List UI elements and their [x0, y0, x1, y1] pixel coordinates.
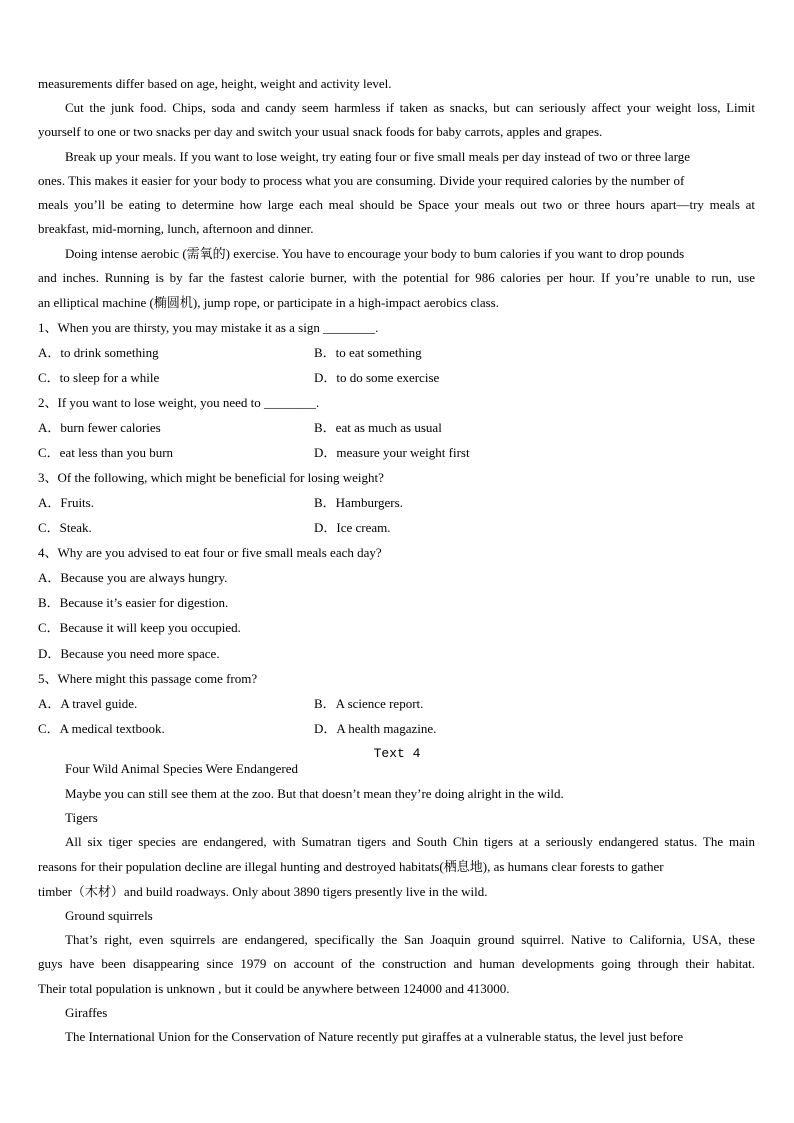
text-line: The International Union for the Conservation of Nature recently put giraffes at a vulnerable status, the level just before: [65, 1029, 684, 1044]
question-stem: 2、If you want to lose weight, you need to ________.: [38, 395, 320, 410]
text-line: All six tiger species are endangered, with Sumatran tigers and South Chin tigers at a seriously endangered status. The main: [65, 834, 755, 849]
text-line: timber（木材）and build roadways. Only about 3890 tigers presently live in the wild.: [38, 884, 488, 899]
option: C．Because it will keep you occupied.: [38, 620, 241, 635]
passage-line: Cut the junk food. Chips, soda and candy seem harmless if taken as snacks, but can seriously affect your weight loss, Limit: [65, 100, 755, 115]
option: A．burn fewer calories: [38, 420, 161, 435]
option: C．Steak.: [38, 520, 92, 535]
passage-line: yourself to one or two snacks per day and switch your usual snack foods for baby carrots, apples and grapes.: [38, 124, 603, 139]
option: C．A medical textbook.: [38, 721, 165, 736]
option: C．eat less than you burn: [38, 445, 174, 460]
question-stem: 4、Why are you advised to eat four or five small meals each day?: [38, 545, 382, 560]
option: B．Because it’s easier for digestion.: [38, 595, 229, 610]
subheading: Giraffes: [65, 1005, 108, 1020]
passage-line: and inches. Running is by far the fastest calorie burner, with the potential for 986 calories per hour. If you’re unable to run, use: [38, 270, 755, 285]
option: D．measure your weight first: [314, 445, 470, 460]
passage-line: Doing intense aerobic (需氧的) exercise. You have to encourage your body to bum calories if you want to drop pounds: [65, 246, 685, 261]
question-stem: 5、Where might this passage come from?: [38, 671, 258, 686]
passage-line: Break up your meals. If you want to lose weight, try eating four or five small meals per day instead of two or three large: [65, 149, 691, 164]
option: A．A travel guide.: [38, 696, 138, 711]
article-title: Four Wild Animal Species Were Endangered: [65, 761, 298, 776]
option: A．Because you are always hungry.: [38, 570, 228, 585]
option: A．to drink something: [38, 345, 159, 360]
passage-line: measurements differ based on age, height, weight and activity level.: [38, 76, 392, 91]
text-line: guys have been disappearing since 1979 on account of the construction and human developments going through their habitat.: [38, 956, 755, 971]
option: B．eat as much as usual: [314, 420, 442, 435]
question-stem: 3、Of the following, which might be beneficial for losing weight?: [38, 470, 384, 485]
text-line: Their total population is unknown , but it could be anywhere between 124000 and 413000.: [38, 981, 510, 996]
text-line: That’s right, even squirrels are endangered, specifically the San Joaquin ground squirrel. Native to California, USA, these: [65, 932, 755, 947]
passage-line: an elliptical machine (椭圆机), jump rope, or participate in a high-impact aerobics class.: [38, 295, 499, 310]
passage-line: ones. This makes it easier for your body to process what you are consuming. Divide your required calories by the number of: [38, 173, 685, 188]
passage-line: meals you’ll be eating to determine how large each meal should be Space your meals out two or three hours apart—try meals at: [38, 197, 755, 212]
option: D．Ice cream.: [314, 520, 391, 535]
passage-line: breakfast, mid-morning, lunch, afternoon and dinner.: [38, 221, 314, 236]
option: D．Because you need more space.: [38, 646, 220, 661]
text-line: reasons for their population decline are illegal hunting and destroyed habitats(栖息地), as humans clear forests to gather: [38, 859, 664, 874]
section-heading: Text 4: [373, 746, 421, 761]
option: D．A health magazine.: [314, 721, 437, 736]
subheading: Ground squirrels: [65, 908, 153, 923]
text-line: Maybe you can still see them at the zoo. But that doesn’t mean they’re doing alright in the wild.: [65, 786, 564, 801]
question-stem: 1、When you are thirsty, you may mistake it as a sign ________.: [38, 320, 379, 335]
option: C．to sleep for a while: [38, 370, 160, 385]
option: A．Fruits.: [38, 495, 94, 510]
option: D．to do some exercise: [314, 370, 440, 385]
option: B．to eat something: [314, 345, 422, 360]
option: B．Hamburgers.: [314, 495, 403, 510]
subheading: Tigers: [65, 810, 98, 825]
option: B．A science report.: [314, 696, 424, 711]
